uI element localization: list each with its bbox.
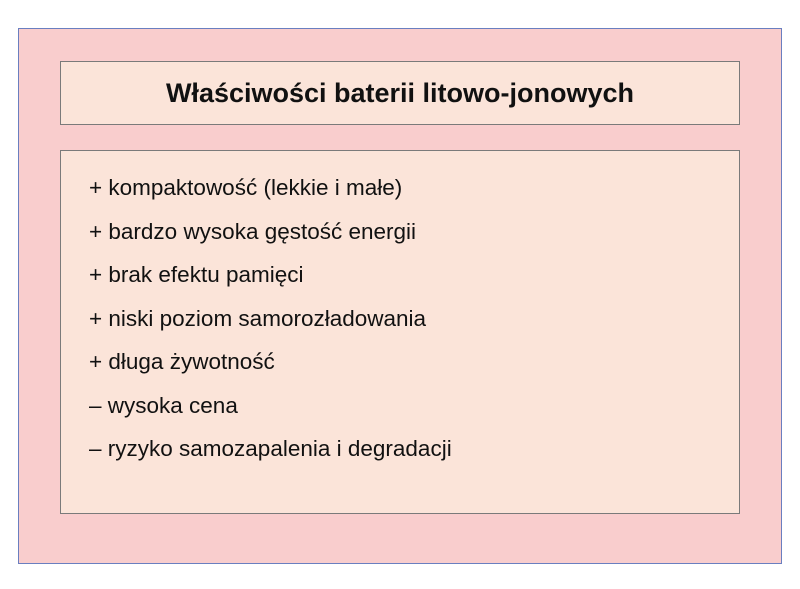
slide-canvas bbox=[18, 28, 782, 564]
list-item: + kompaktowość (lekkie i małe) bbox=[89, 175, 403, 200]
list-item: – ryzyko samozapalenia i degradacji bbox=[89, 436, 452, 461]
content-placeholder bbox=[60, 150, 740, 514]
list-item: + bardzo wysoka gęstość energii bbox=[89, 218, 417, 244]
list-item: + niski poziom samorozładowania bbox=[89, 305, 427, 331]
list-item: – wysoka cena bbox=[89, 392, 238, 418]
page-title: Właściwości baterii litowo-jonowych bbox=[165, 77, 635, 108]
list-item: + brak efektu pamięci bbox=[89, 262, 304, 287]
list-item: + długa żywotność bbox=[89, 349, 275, 374]
title-placeholder bbox=[60, 61, 740, 125]
bullet-list bbox=[89, 177, 711, 482]
